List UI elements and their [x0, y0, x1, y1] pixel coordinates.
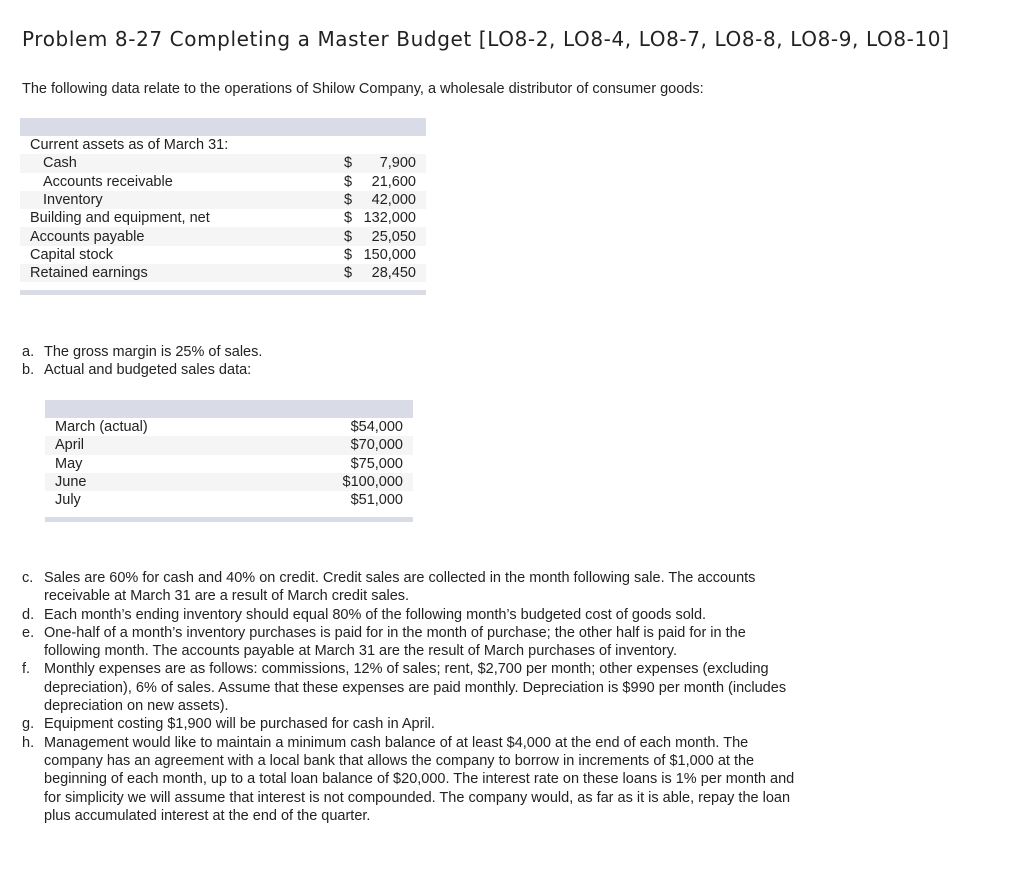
list-item: [22, 734, 804, 825]
month-label: March (actual): [55, 419, 148, 436]
row-label: Capital stock: [30, 246, 114, 263]
item-label: b.: [22, 362, 35, 379]
item-text: Monthly expenses are as follows: commissions, 12% of sales; rent, $2,700 per month; other expenses (excluding depreciation), 6% of sales. Assume that these expenses are paid monthly. Depreciation is $990 per month (includes depreciation on new assets).: [44, 661, 787, 715]
table-row: [45, 436, 413, 454]
currency: $: [344, 265, 353, 282]
list-item: [22, 660, 804, 715]
currency: $: [344, 173, 353, 190]
item-label: g.: [22, 716, 35, 733]
table-row: [45, 418, 413, 436]
item-label: f.: [22, 661, 31, 678]
row-value: 25,050: [371, 228, 416, 245]
sales-value: $75,000: [350, 455, 403, 472]
item-label: a.: [22, 344, 35, 360]
month-label: June: [45, 473, 260, 491]
table-row: [20, 191, 426, 209]
table-row: [20, 264, 426, 282]
row-label: Accounts payable: [20, 227, 306, 245]
currency: $: [344, 192, 353, 209]
item-text: The gross margin is 25% of sales.: [44, 344, 263, 360]
table-row: [45, 455, 413, 473]
balance-table: [20, 118, 426, 295]
table-row: [20, 209, 426, 227]
row-value: 42,000: [371, 192, 416, 209]
item-text: Management would like to maintain a minimum cash balance of at least $4,000 at the end of each month. The company has an agreement with a local bank that allows the company to borrow in increments of $1,000 at the beginning of each month, up to a total loan balance of $20,000. The interest rate on these loans is 1% per month and for simplicity we will assume that interest is not compounded. The company would, as far as it is able, repay the loan plus accumulated interest at the end of the quarter.: [44, 734, 795, 824]
row-value: 28,450: [371, 265, 416, 282]
list-ab: [22, 343, 804, 380]
sales-value: $54,000: [350, 419, 403, 436]
table-row: [45, 491, 413, 509]
table-row: [20, 173, 426, 191]
row-value: 7,900: [379, 155, 416, 172]
row-label: Building and equipment, net: [30, 210, 210, 227]
item-text: Each month’s ending inventory should equal 80% of the following month’s budgeted cost of goods sold.: [44, 606, 707, 623]
table-row: [20, 246, 426, 264]
intro-text: The following data relate to the operations of Shilow Company, a wholesale distributor of consumer goods:: [22, 81, 704, 97]
row-label: Cash: [20, 154, 306, 172]
page-title: Problem 8-27 Completing a Master Budget [LO8-2, LO8-4, LO8-7, LO8-8, LO8-9, LO8-10]: [22, 27, 950, 51]
row-value: 21,600: [371, 173, 416, 190]
balance-heading: Current assets as of March 31:: [30, 137, 229, 154]
month-label: July: [55, 492, 81, 509]
row-label: Inventory: [20, 191, 306, 209]
item-text: One-half of a month’s inventory purchases is paid for in the month of purchase; the other half is paid for in the following month. The accounts payable at March 31 are the result of March purchases of inventory.: [44, 624, 746, 660]
list-item: [22, 569, 804, 606]
item-label: e.: [22, 624, 35, 641]
sales-value: $70,000: [260, 436, 413, 454]
item-label: c.: [22, 570, 34, 586]
list-item: [22, 715, 804, 733]
currency: $: [344, 228, 353, 245]
list-item: [22, 624, 804, 661]
list-item: [22, 606, 804, 624]
list-item: [22, 343, 804, 361]
row-value: 150,000: [363, 246, 416, 263]
row-label: Accounts receivable: [43, 173, 173, 190]
item-text: Sales are 60% for cash and 40% on credit. Credit sales are collected in the month following sale. The accounts receivable at March 31 are a result of March credit sales.: [44, 570, 756, 605]
table-row: [45, 473, 413, 491]
table-row: [20, 154, 426, 172]
sales-value: $51,000: [350, 492, 403, 509]
list-item: [22, 361, 804, 379]
currency: $: [344, 210, 353, 227]
item-text: Equipment costing $1,900 will be purchased for cash in April.: [44, 716, 435, 733]
list-ch: [22, 569, 804, 825]
currency: $: [344, 155, 353, 172]
month-label: May: [55, 455, 83, 472]
table-row: [20, 227, 426, 245]
sales-table: [45, 400, 413, 522]
month-label: April: [45, 436, 260, 454]
row-label: Retained earnings: [20, 264, 306, 282]
sales-value: $100,000: [260, 473, 413, 491]
item-text: Actual and budgeted sales data:: [44, 362, 252, 379]
item-label: h.: [22, 734, 35, 751]
item-label: d.: [22, 606, 35, 623]
currency: $: [344, 246, 353, 263]
row-value: 132,000: [363, 210, 416, 227]
